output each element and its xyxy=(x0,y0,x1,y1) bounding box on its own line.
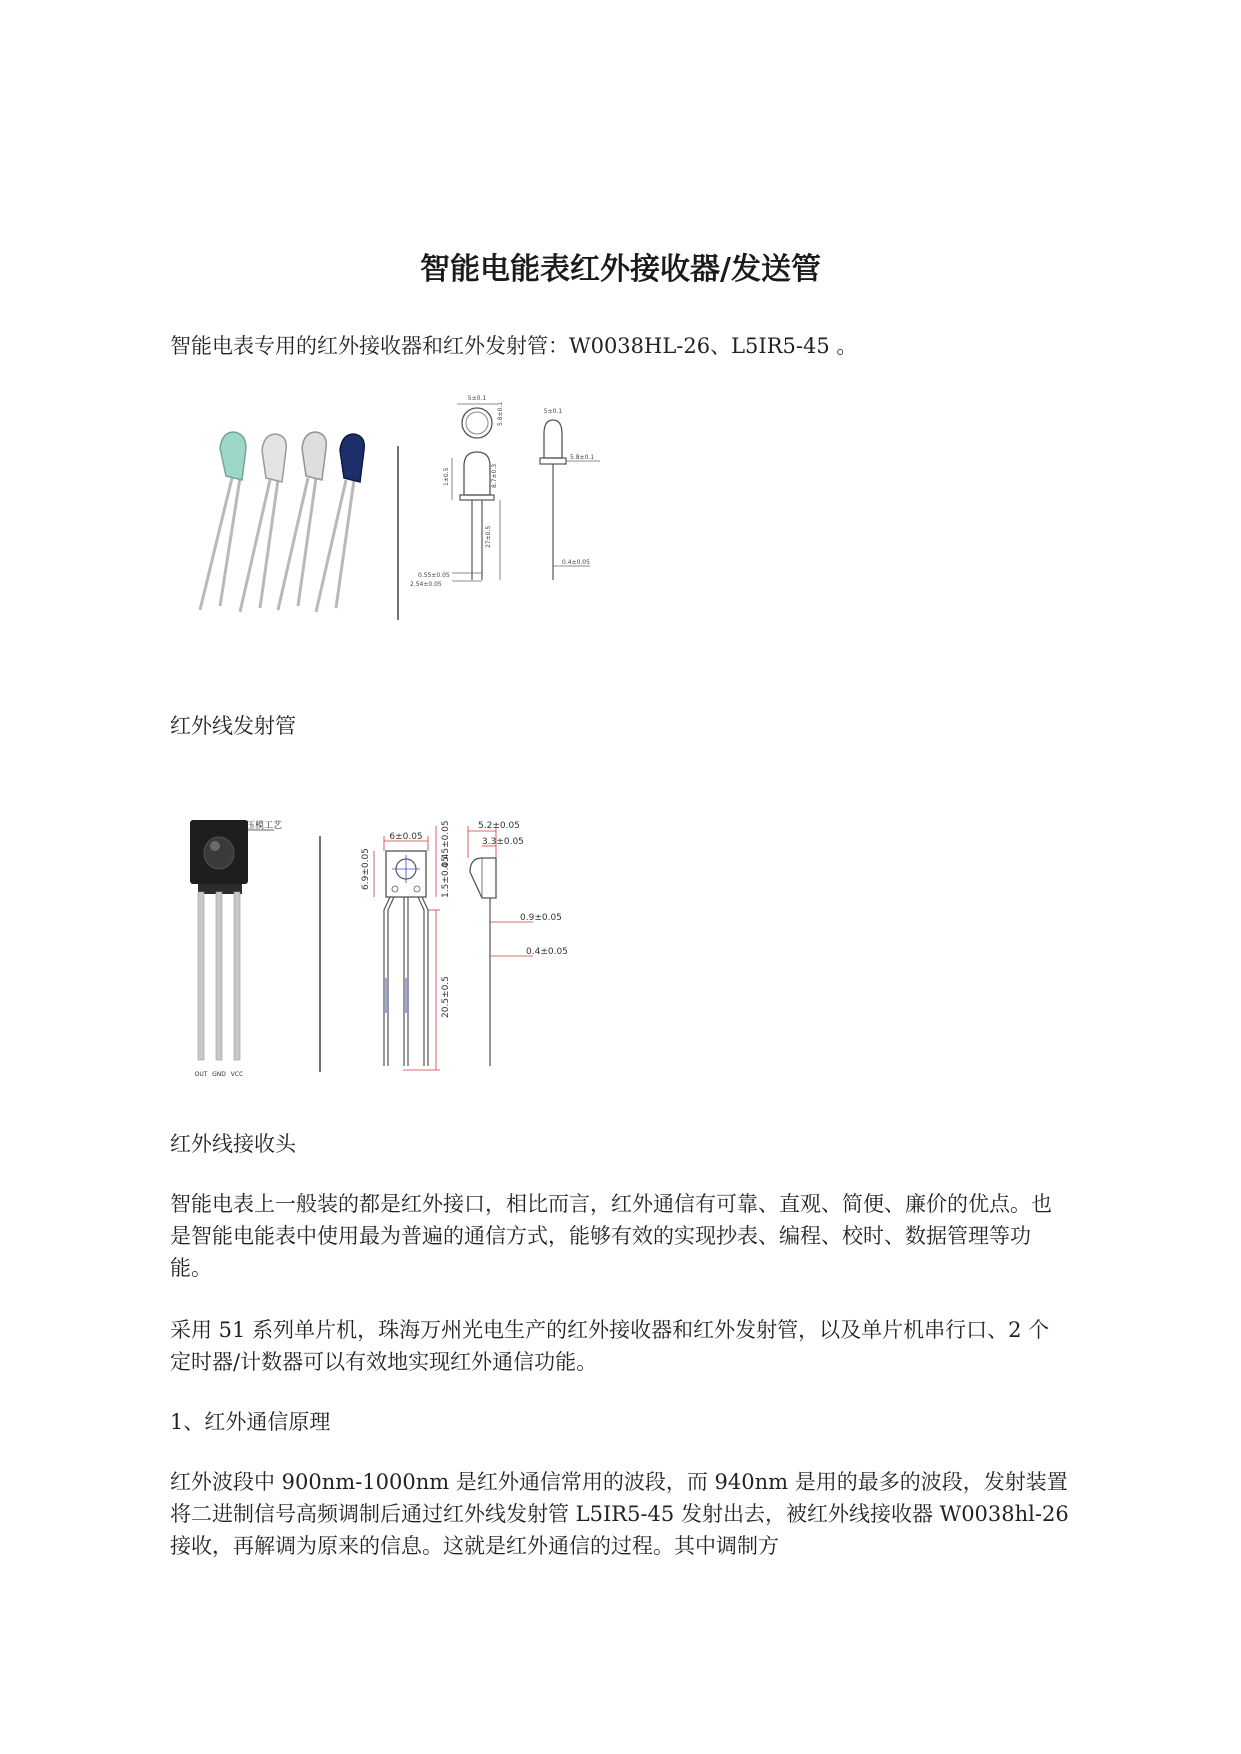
intro-paragraph: 智能电表专用的红外接收器和红外发射管：W0038HL-26、L5IR5-45 。 xyxy=(170,334,858,358)
dim-top-side: 5.8±0.1 xyxy=(497,401,504,426)
dim-side-lead-a: 0.9±0.05 xyxy=(520,913,562,923)
dim-body-left: 1±0.5 xyxy=(443,467,450,486)
dim-lead-pitch-a: 0.55±0.05 xyxy=(418,572,450,579)
pin-label-gnd: GND xyxy=(212,1071,226,1078)
dim-side-total: 5.2±0.05 xyxy=(478,821,520,831)
pin-label-out: OUT xyxy=(194,1071,208,1078)
dim-top-width: 5±0.1 xyxy=(467,395,487,402)
emitter-caption: 红外线发射管 xyxy=(170,714,296,738)
paragraph-implementation: 采用 51 系列单片机，珠海万州光电生产的红外接收器和红外发射管，以及单片机串行口、2 个定时器/计数器可以有效地实现红外通信功能。 xyxy=(170,1318,1050,1374)
dim-side-lead-b: 0.4±0.05 xyxy=(526,947,568,957)
ir-receiver-figure xyxy=(178,798,648,1103)
dim-side-lead: 0.4±0.05 xyxy=(562,559,590,566)
dim-width: 6±0.05 xyxy=(389,832,423,842)
led-clear-1 xyxy=(240,434,286,612)
dim-lead-length: 27±0.5 xyxy=(485,525,492,548)
ir-emitter-figure xyxy=(190,388,670,663)
dim-side-body: 3.3±0.05 xyxy=(482,837,524,847)
dim-side-flange: 5.8±0.1 xyxy=(570,454,595,461)
receiver-side-drawing xyxy=(470,858,496,1066)
led-green xyxy=(200,432,246,610)
dim-height-left: 6.9±0.05 xyxy=(361,848,371,890)
dim-lens-offset: 1.5±0.05 xyxy=(441,856,451,898)
dim-height-right: 4.45±0.05 xyxy=(441,820,451,868)
receiver-front-drawing xyxy=(384,851,428,1066)
paragraph-principle: 红外波段中 900nm-1000nm 是红外通信常用的波段，而 940nm 是用的最多的波段，发射装置将二进制信号高频调制后通过红外线发射管 L5IR5-45 发射出去，被红外线接收器 W0038hl-26 接收，再解调为原来的信息。这就是红外通信的过程。其中调制方 xyxy=(170,1470,1069,1558)
receiver-caption: 红外线接收头 xyxy=(170,1132,296,1156)
receiver-photo xyxy=(190,820,248,1060)
process-label: 压模工艺 xyxy=(246,821,283,831)
section-heading: 1、红外通信原理 xyxy=(170,1410,331,1434)
dim-side-top: 5±0.1 xyxy=(543,408,563,415)
page-title: 智能电能表红外接收器/发送管 xyxy=(420,252,821,287)
dim-body-right: 8.7±0.3 xyxy=(491,463,498,488)
paragraph-advantages: 智能电表上一般装的都是红外接口，相比而言，红外通信有可靠、直观、简便、廉价的优点。也是智能电能表中使用最为普遍的通信方式，能够有效的实现抄表、编程、校时、数据管理等功能。 xyxy=(170,1192,1052,1280)
dim-lead-pitch-b: 2.54±0.05 xyxy=(410,581,442,588)
pin-label-vcc: VCC xyxy=(230,1071,244,1078)
dim-lead-length: 20.5±0.5 xyxy=(441,976,451,1018)
